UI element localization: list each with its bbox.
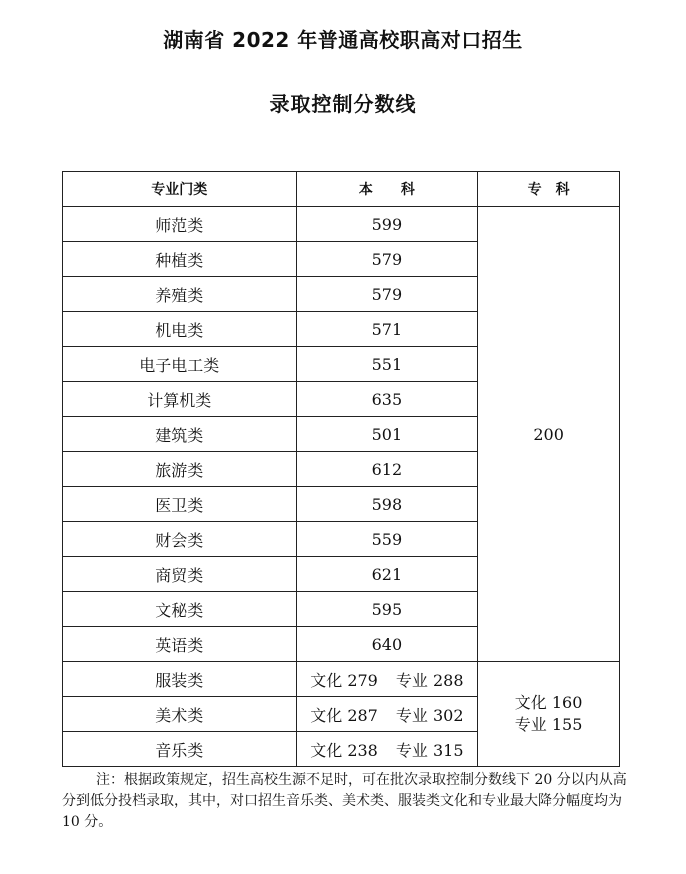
- benke-cell: 599: [296, 207, 478, 242]
- table-row: [63, 662, 620, 697]
- score-table: [62, 171, 620, 767]
- culture-score: 文化 287: [310, 705, 378, 725]
- category-cell: 服装类: [63, 662, 297, 697]
- category-cell: 机电类: [63, 312, 297, 347]
- benke-cell: 501: [296, 417, 478, 452]
- benke-cell: 559: [296, 522, 478, 557]
- category-cell: 种植类: [63, 242, 297, 277]
- art-zhuanke-major: 专业 155: [514, 715, 583, 734]
- category-cell: 财会类: [63, 522, 297, 557]
- art-zhuanke-culture: 文化 160: [514, 693, 583, 712]
- page-subtitle: 录取控制分数线: [269, 92, 417, 116]
- category-cell: 音乐类: [63, 732, 297, 767]
- category-cell: 美术类: [63, 697, 297, 732]
- benke-cell: 551: [296, 347, 478, 382]
- category-cell: 师范类: [63, 207, 297, 242]
- table-header-row: [63, 172, 620, 207]
- benke-cell: [296, 697, 478, 732]
- benke-cell: 579: [296, 277, 478, 312]
- benke-cell: 635: [296, 382, 478, 417]
- art-zhuanke-cell: [478, 662, 620, 767]
- major-score: 专业 315: [395, 740, 464, 760]
- benke-cell: 579: [296, 242, 478, 277]
- category-cell: 文秘类: [63, 592, 297, 627]
- benke-cell: 612: [296, 452, 478, 487]
- culture-score: 文化 238: [310, 740, 378, 760]
- benke-cell: 598: [296, 487, 478, 522]
- benke-cell: [296, 662, 478, 697]
- benke-cell: 595: [296, 592, 478, 627]
- header-category: 专业门类: [63, 172, 297, 207]
- page-title: 湖南省 2022 年普通高校职高对口招生: [163, 28, 523, 52]
- benke-cell: 621: [296, 557, 478, 592]
- culture-score: 文化 279: [310, 670, 378, 690]
- header-benke: 本 科: [296, 172, 478, 207]
- major-score: 专业 288: [395, 670, 464, 690]
- benke-cell: [296, 732, 478, 767]
- category-cell: 商贸类: [63, 557, 297, 592]
- category-cell: 英语类: [63, 627, 297, 662]
- major-score: 专业 302: [395, 705, 464, 725]
- category-cell: 旅游类: [63, 452, 297, 487]
- category-cell: 计算机类: [63, 382, 297, 417]
- category-cell: 养殖类: [63, 277, 297, 312]
- category-cell: 电子电工类: [63, 347, 297, 382]
- benke-cell: 571: [296, 312, 478, 347]
- zhuanke-common-cell: 200: [478, 207, 620, 662]
- benke-cell: 640: [296, 627, 478, 662]
- footnote: 注：根据政策规定，招生高校生源不足时，可在批次录取控制分数线下 20 分以内从高分到低分投档录取，其中，对口招生音乐类、美术类、服装类文化和专业最大降分幅度均为 10 分。: [62, 772, 627, 830]
- header-zhuanke: 专 科: [478, 172, 620, 207]
- table-row: [63, 207, 620, 242]
- category-cell: 建筑类: [63, 417, 297, 452]
- category-cell: 医卫类: [63, 487, 297, 522]
